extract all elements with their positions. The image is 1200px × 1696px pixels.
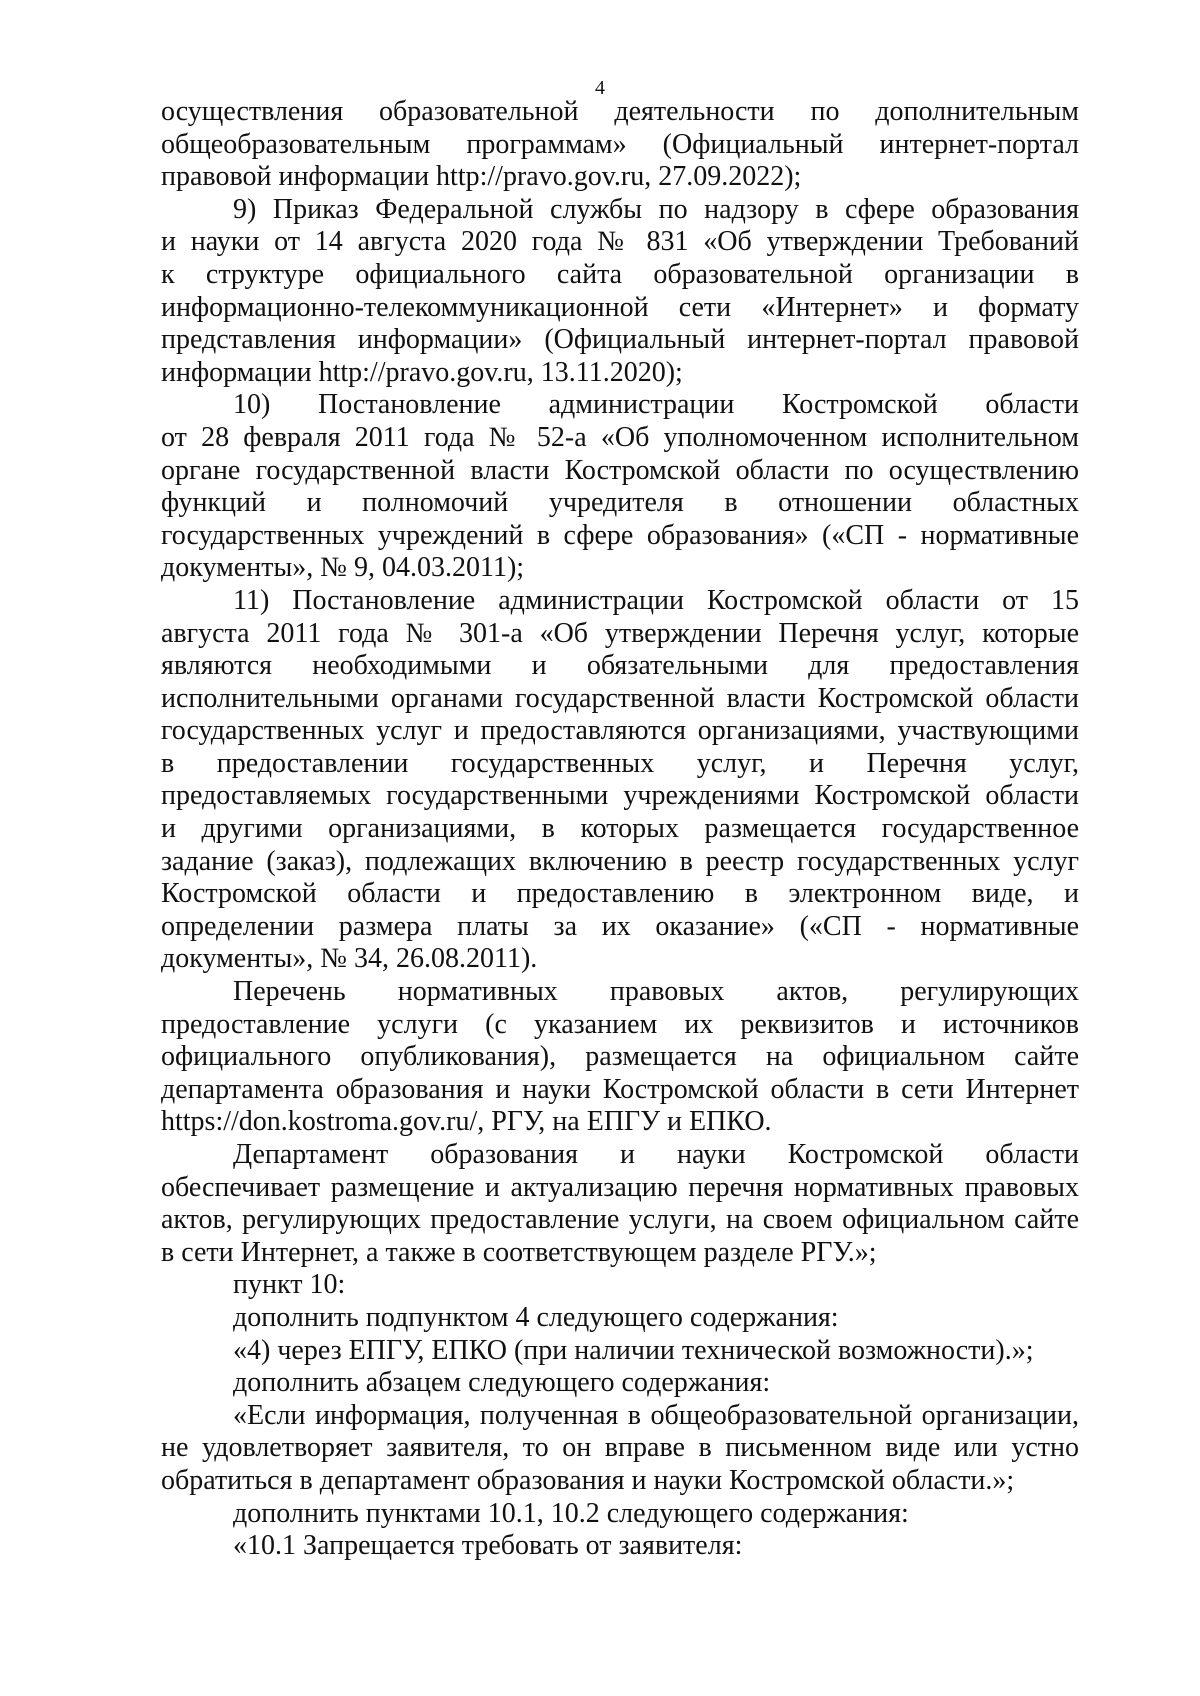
text-line: от 28 февраля 2011 года № 52-а «Об уполномоченном исполнительном (161, 421, 1079, 453)
text-line: департамента образования и науки Костромской области в сети Интернет (161, 1073, 1079, 1105)
text-line: «10.1 Запрещается требовать от заявителя: (233, 1530, 743, 1562)
text-line: обратиться в департамент образования и науки Костромской области.»; (161, 1464, 1015, 1496)
text-line: задание (заказ), подлежащих включению в реестр государственных услуг (161, 845, 1079, 877)
text-line: официального опубликования), размещается на официальном сайте (161, 1041, 1079, 1073)
text-line: и науки от 14 августа 2020 года № 831 «Об утверждении Требований (161, 226, 1079, 258)
text-line: в сети Интернет, а также в соответствующем разделе РГУ.»; (161, 1236, 877, 1268)
text-line: к структуре официального сайта образовательной организации в (161, 258, 1079, 290)
text-line: информационно-телекоммуникационной сети «Интернет» и формату (161, 291, 1079, 323)
text-line: документы», № 34, 26.08.2011). (161, 943, 538, 975)
text-line: 11) Постановление администрации Костромской области от 15 (233, 584, 1079, 616)
text-line: предоставление услуги (с указанием их реквизитов и источников (161, 1008, 1079, 1040)
text-line: представления информации» (Официальный интернет-портал правовой (161, 324, 1079, 356)
text-line: документы», № 9, 04.03.2011); (161, 552, 525, 584)
text-line: дополнить пунктами 10.1, 10.2 следующего содержания: (233, 1497, 909, 1529)
text-line: актов, регулирующих предоставление услуги, на своем официальном сайте (161, 1204, 1079, 1236)
text-line: «4) через ЕПГУ, ЕПКО (при наличии технической возможности).»; (233, 1334, 1034, 1366)
text-line: являются необходимыми и обязательными для предоставления (161, 650, 1079, 682)
text-line: августа 2011 года № 301-а «Об утверждении Перечня услуг, которые (161, 617, 1079, 649)
text-line: 10) Постановление администрации Костромской области (233, 389, 1079, 421)
text-line: 9) Приказ Федеральной службы по надзору в сфере образования (233, 193, 1079, 225)
text-line: https://don.kostroma.gov.ru/, РГУ, на ЕПГУ и ЕПКО. (161, 1106, 772, 1138)
text-line: предоставляемых государственными учреждениями Костромской области (161, 780, 1079, 812)
text-line: исполнительными органами государственной власти Костромской области (161, 682, 1079, 714)
text-line: государственных услуг и предоставляются организациями, участвующими (161, 715, 1079, 747)
text-line: осуществления образовательной деятельности по дополнительным (161, 96, 1079, 127)
page-number: 4 (595, 77, 605, 99)
text-line: дополнить подпунктом 4 следующего содержания: (233, 1301, 839, 1333)
text-line: Костромской области и предоставлению в электронном виде, и (161, 878, 1079, 910)
text-line: информации http://pravo.gov.ru, 13.11.2020); (161, 356, 683, 388)
text-line: Департамент образования и науки Костромской области (233, 1139, 1079, 1170)
text-line: обеспечивает размещение и актуализацию перечня нормативных правовых (161, 1171, 1079, 1203)
text-line: правовой информации http://pravo.gov.ru, 27.09.2022); (161, 161, 802, 193)
text-line: не удовлетворяет заявителя, то он вправе в письменном виде или устно (161, 1432, 1079, 1464)
document-body (161, 96, 1079, 1563)
text-line: пункт 10: (233, 1269, 346, 1301)
text-line: дополнить абзацем следующего содержания: (233, 1367, 771, 1399)
text-line: и другими организациями, в которых размещается государственное (161, 813, 1079, 845)
text-line: общеобразовательным программам» (Официальный интернет-портал (161, 128, 1079, 160)
text-line: органе государственной власти Костромской области по осуществлению (161, 454, 1079, 486)
text-line: Перечень нормативных правовых актов, регулирующих (233, 976, 1079, 1008)
text-line: государственных учреждений в сфере образования» («СП - нормативные (161, 519, 1079, 551)
text-line: определении размера платы за их оказание» («СП - нормативные (161, 910, 1079, 942)
text-line: в предоставлении государственных услуг, и Перечня услуг, (161, 747, 1079, 779)
text-line: «Если информация, полученная в общеобразовательной организации, (233, 1399, 1079, 1431)
text-line: функций и полномочий учредителя в отношении областных (161, 487, 1079, 519)
